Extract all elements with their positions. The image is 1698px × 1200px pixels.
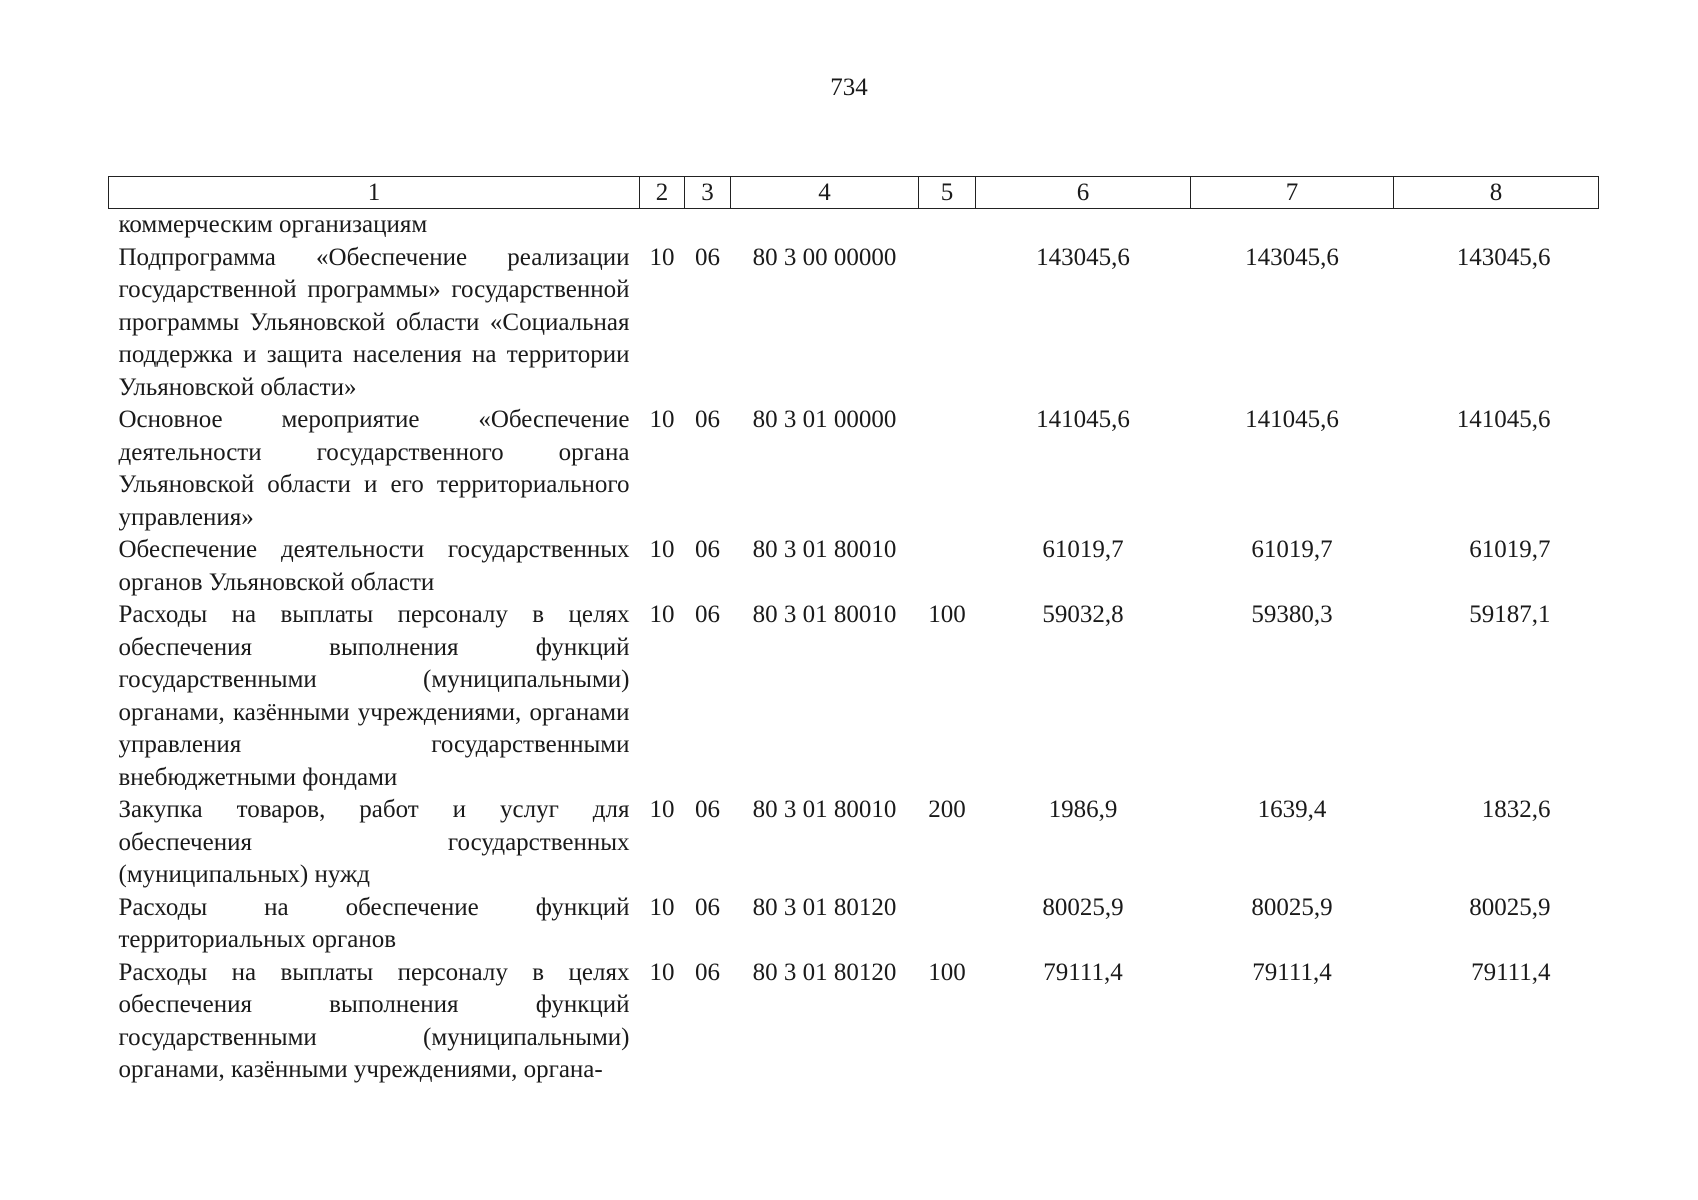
row-amount-col8: 143045,6: [1456, 243, 1551, 271]
row-expense-type-code: 100: [928, 601, 966, 628]
row-amount-col7: 79111,4: [1252, 958, 1332, 986]
column-header-8: 8: [1394, 177, 1599, 209]
row-amount-col6: 59032,8: [1042, 601, 1124, 628]
column-header-6: 6: [976, 177, 1191, 209]
row-section-code: 10: [649, 893, 675, 921]
row-amount-col8: 141045,6: [1456, 406, 1551, 433]
row-target-article-code: 80 3 01 00000: [752, 406, 897, 433]
row-target-article-code: 80 3 01 80010: [752, 536, 897, 563]
table-row: [109, 534, 1599, 599]
row-description: Закупка товаров, работ и услуг для обеспечения государственных (муниципальных) нужд: [118, 796, 630, 888]
row-amount-col7: 61019,7: [1251, 536, 1333, 563]
row-description: Основное мероприятие «Обеспечение деятельности государственного органа Ульяновской области и его территориального управления»: [118, 406, 630, 531]
row-amount-col7: 1639,4: [1257, 796, 1327, 823]
row-amount-col8: 79111,4: [1471, 958, 1551, 986]
column-header-5: 5: [919, 177, 976, 209]
column-header-1: 1: [109, 177, 640, 209]
budget-table: [108, 176, 1599, 1087]
row-amount-col6: 79111,4: [1043, 958, 1123, 986]
row-subsection-code: 06: [695, 893, 720, 921]
table-row: [109, 209, 1599, 242]
table-row: [109, 599, 1599, 794]
row-expense-type-code: 200: [928, 796, 966, 823]
row-subsection-code: 06: [695, 796, 720, 823]
column-header-2: 2: [640, 177, 685, 209]
row-target-article-code: 80 3 01 80010: [752, 796, 897, 823]
row-amount-col7: 141045,6: [1245, 406, 1339, 433]
row-expense-type-code: [919, 242, 976, 405]
row-target-article-code: 80 3 00 00000: [752, 243, 897, 271]
row-description: Обеспечение деятельности государственных органов Ульяновской области: [118, 536, 630, 596]
row-description: Подпрограмма «Обеспечение реализации государственной программы» государственной программы Ульяновской области «Социальная поддержка и защита населения на территории Ульяновской области»: [118, 243, 630, 401]
row-target-article-code: 80 3 01 80120: [752, 893, 897, 921]
row-amount-col6: [976, 209, 1191, 242]
row-amount-col8: [1394, 209, 1599, 242]
row-amount-col7: 59380,3: [1251, 601, 1333, 628]
row-amount-col6: 80025,9: [1042, 893, 1124, 921]
header-row: [109, 177, 1599, 209]
row-expense-type-code: [919, 892, 976, 957]
row-target-article-code: 80 3 01 80120: [752, 958, 897, 986]
table-row: [109, 242, 1599, 405]
row-subsection-code: 06: [695, 536, 720, 563]
row-description: Расходы на выплаты персоналу в целях обеспечения выполнения функций государственными (муниципальными) органами, казёнными учреждениями, органа-: [118, 958, 630, 1083]
row-description: коммерческим организациям: [118, 211, 428, 238]
table-row: [109, 794, 1599, 892]
column-header-3: 3: [685, 177, 731, 209]
row-amount-col8: 61019,7: [1469, 536, 1551, 563]
column-header-7: 7: [1191, 177, 1394, 209]
row-amount-col8: 80025,9: [1469, 893, 1551, 921]
page-number: 734: [830, 74, 868, 101]
row-amount-col6: 141045,6: [1036, 406, 1130, 433]
row-expense-type-code: [919, 404, 976, 534]
row-expense-type-code: 100: [928, 958, 966, 986]
row-amount-col8: 1832,6: [1481, 796, 1551, 823]
row-subsection-code: 06: [695, 601, 720, 628]
row-description: Расходы на обеспечение функций территориальных органов: [118, 893, 630, 953]
row-subsection-code: 06: [695, 406, 720, 433]
column-header-4: 4: [731, 177, 919, 209]
row-amount-col7: 80025,9: [1251, 893, 1333, 921]
row-amount-col6: 1986,9: [1048, 796, 1118, 823]
table-row: [109, 404, 1599, 534]
row-section-code: 10: [649, 601, 675, 628]
row-expense-type-code: [919, 209, 976, 242]
table-body: [109, 209, 1599, 1087]
row-section-code: 10: [649, 958, 675, 986]
row-target-article-code: 80 3 01 80010: [752, 601, 897, 628]
row-amount-col7: 143045,6: [1245, 243, 1339, 271]
row-amount-col6: 61019,7: [1042, 536, 1124, 563]
row-section-code: 10: [649, 243, 675, 271]
row-section-code: 10: [649, 536, 675, 563]
row-subsection-code: 06: [695, 243, 720, 271]
table-header: [109, 177, 1599, 209]
row-target-article-code: [731, 209, 919, 242]
row-amount-col6: 143045,6: [1036, 243, 1130, 271]
table-row: [109, 957, 1599, 1087]
row-description: Расходы на выплаты персоналу в целях обеспечения выполнения функций государственными (муниципальными) органами, казёнными учреждениями, органами управления государственными внебюджетными фондами: [118, 601, 630, 791]
row-expense-type-code: [919, 534, 976, 599]
row-section-code: [640, 209, 685, 242]
table-row: [109, 892, 1599, 957]
row-amount-col8: 59187,1: [1469, 601, 1551, 628]
row-section-code: 10: [649, 406, 675, 433]
row-subsection-code: [685, 209, 731, 242]
row-subsection-code: 06: [695, 958, 720, 986]
row-section-code: 10: [649, 796, 675, 823]
row-amount-col7: [1191, 209, 1394, 242]
